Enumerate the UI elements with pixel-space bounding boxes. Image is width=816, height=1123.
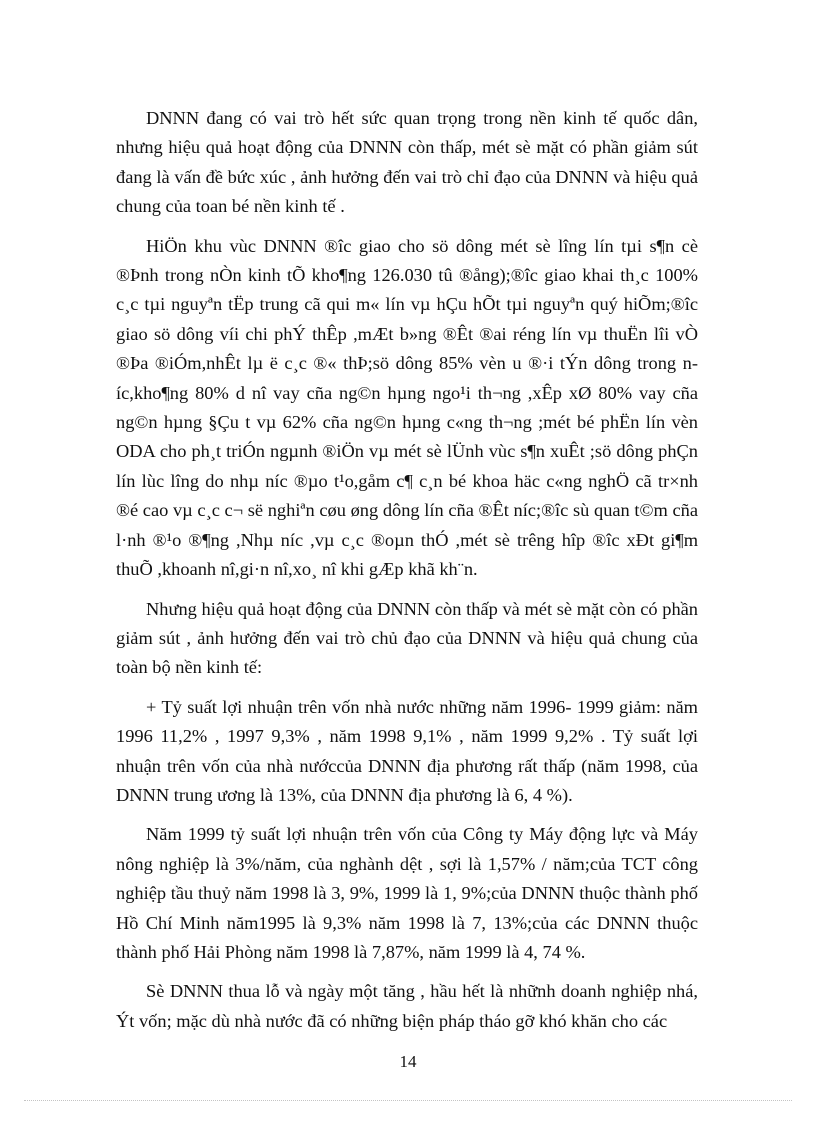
paragraph-2: HiÖn khu vùc DNNN ®îc giao cho sö dông mét sè lîng lín tµi s¶n cè ®Þnh trong nÒn kinh tÕ kho¶ng 126.030 tû ®ång);®îc giao khai th¸c 100% c¸c tµi nguyªn tËp trung cã qui m« lín vµ hÇu hÕt tµi nguyªn quý hiÕm;®îc giao sö dông víi chi phÝ thÊp ,mÆt b»ng ®Êt ®ai réng lín vµ thuËn lîi vÒ ®Þa ®iÓm,nhÊt lµ ë c¸c ®« thÞ;sö dông 85% vèn u ®·i tÝn dông trong níc,kho¶ng 80% d nî vay cña ng©n hµng ngo¹i th¬ng ,xÊp xØ 80% vay cña ng©n hµng §Çu t vµ 62% cña ng©n hµng c«ng th¬ng ;mét bé phËn lín vèn ODA cho ph¸t triÓn ngµnh ®iÖn vµ mét sè lÜnh vùc s¶n xuÊt ;sö dông phÇn lín lùc lîng do nhµ níc ®µo t¹o,gåm c¶ c¸n bé khoa häc c«ng nghÖ cã tr×nh ®é cao vµ c¸c c¬ së nghiªn cøu øng dông lín cña ®Êt níc;®îc sù quan t©m cña l·nh ®¹o ®¶ng ,Nhµ níc ,vµ c¸c ®oµn thÓ ,mét sè trêng hîp ®îc xÐt gi¶m thuÕ ,khoanh nî,gi·n nî,xo¸ nî khi gÆp khã kh¨n. bbox=[116, 235, 698, 580]
page-bottom-divider bbox=[24, 1100, 792, 1101]
page-number: 14 bbox=[399, 1052, 417, 1071]
paragraph-1: DNNN đang có vai trò hết sức quan trọng trong nền kinh tế quốc dân, nhưng hiệu quả hoạt động của DNNN còn thấp, mét sè mặt có phần giảm sút đang là vấn đề bức xúc , ảnh hưởng đến vai trò chỉ đạo của DNNN và hiệu quả chung của toan bé nền kinh tế . bbox=[116, 108, 698, 217]
paragraph-3: Nhưng hiệu quả hoạt động của DNNN còn thấp và mét sè mặt còn có phần giảm sút , ảnh hưởng đến vai trò chủ đạo của DNNN và hiệu quả chung của toàn bộ nền kinh tế: bbox=[116, 598, 698, 678]
body-text bbox=[116, 104, 698, 1046]
paragraph-6: Sè DNNN thua lỗ và ngày một tăng , hầu hết là nhữnh doanh nghiệp nhá, Ýt vốn; mặc dù nhà nước đã có những biện pháp tháo gỡ khó khăn cho các bbox=[116, 981, 698, 1031]
paragraph-4: + Tỷ suất lợi nhuận trên vốn nhà nước những năm 1996- 1999 giảm: năm 1996 11,2% , 1997 9,3% , năm 1998 9,1% , năm 1999 9,2% . Tỷ suất lợi nhuận trên vốn của nhà nướccủa DNNN địa phương rất thấp (năm 1998, của DNNN trung ương là 13%, của DNNN địa phương là 6, 4 %). bbox=[116, 696, 698, 805]
paragraph-5: Năm 1999 tỷ suất lợi nhuận trên vốn của Công ty Máy động lực và Máy nông nghiệp là 3%/năm, của nghành dệt , sợi là 1,57% / năm;của TCT công nghiệp tầu thuỷ năm 1998 là 3, 9%, 1999 là 1, 9%;của DNNN thuộc thành phố Hồ Chí Minh năm1995 là 9,3% năm 1998 là 7, 13%;của các DNNN thuộc thành phố Hải Phòng năm 1998 là 7,87%, năm 1999 là 4, 74 %. bbox=[116, 824, 698, 962]
